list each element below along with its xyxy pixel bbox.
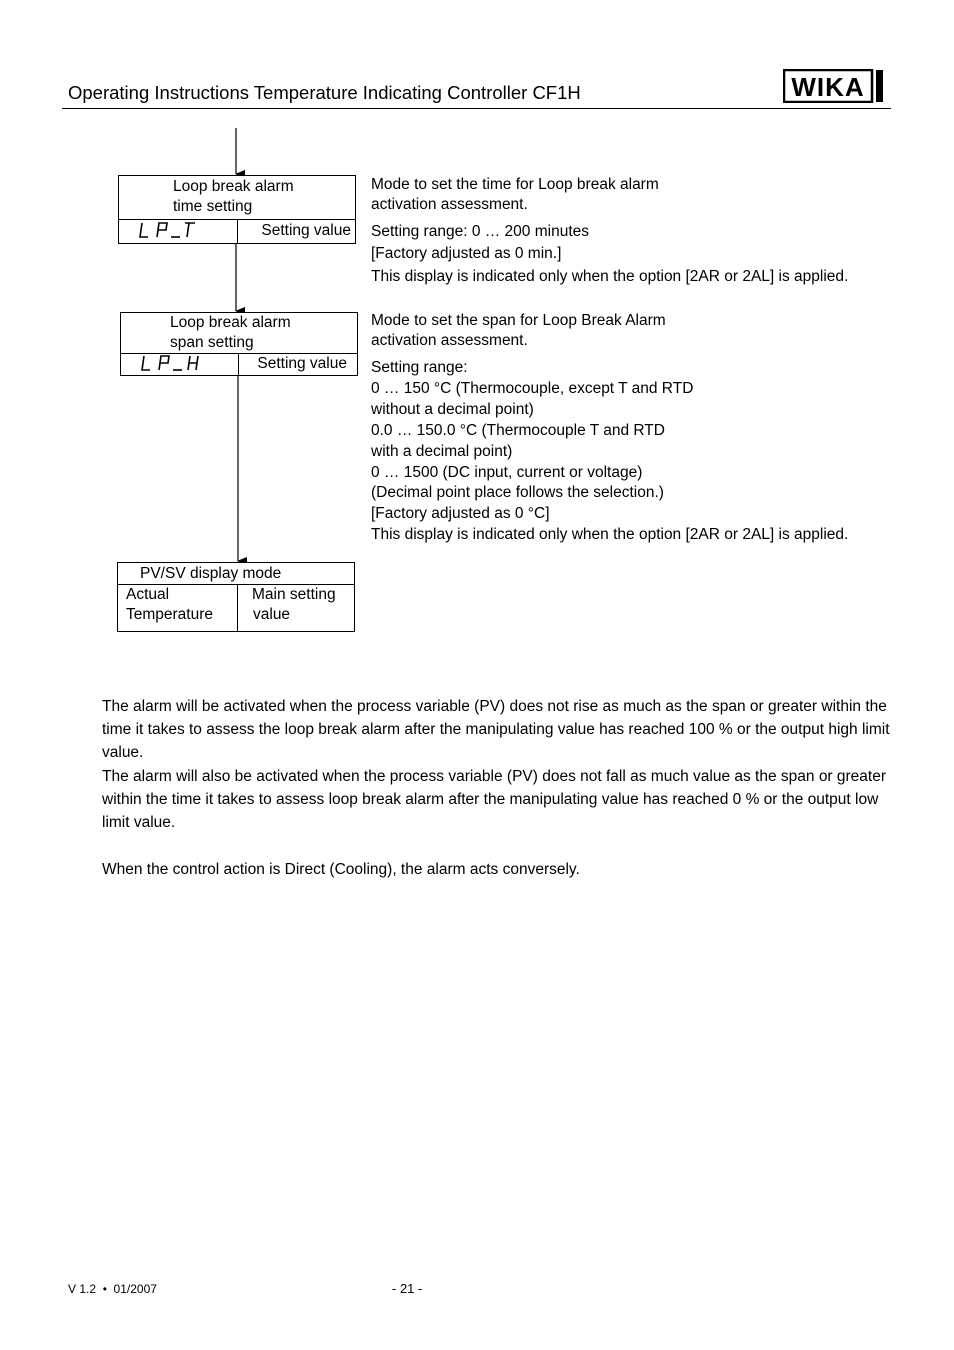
- paragraph-direct-cooling: When the control action is Direct (Cooling), the alarm acts conversely.: [102, 861, 580, 878]
- paragraph-alarm-rise: The alarm will be activated when the process variable (PV) does not rise as much as the span or greater within the time it takes to assess the loop break alarm after the manipulating value has reached 100 % or the output high limit value.: [102, 698, 890, 762]
- pvsv-actual-temperature: Actual Temperature: [118, 584, 238, 631]
- span-setting-description: Mode to set the span for Loop Break Alarm activation assessment. Setting range: 0 … 150 °C (Thermocouple, except T and RTD without a decimal point) 0.0 … 150.0 °C (Thermocouple T and RTD with a decimal point) 0 … 1500 (DC input, current or voltage) (Decimal point place follows the selection.) [Factory adjusted as 0 °C] This display is indicated only when the option [2AR or 2AL] is applied.: [371, 312, 849, 543]
- seven-seg-lp-t-icon: [137, 220, 217, 242]
- pvsv-main-setting-value: Main setting value: [252, 586, 336, 623]
- time-setting-display: [119, 219, 238, 243]
- time-setting-description: Mode to set the time for Loop break alarm activation assessment. Setting range: 0 … 200 minutes [Factory adjusted as 0 min.] This display is indicated only when the option [2AR or 2AL] is applied.: [371, 176, 849, 285]
- span-setting-display: [121, 353, 239, 375]
- footer-version: V 1.2 • 01/2007: [68, 1282, 157, 1296]
- pvsv-mode-title: PV/SV display mode: [118, 563, 354, 585]
- document-title: Operating Instructions Temperature Indicating Controller CF1H: [68, 82, 581, 103]
- time-setting-title: Loop break alarm time setting: [119, 176, 355, 220]
- pvsv-display-mode-box: [117, 562, 355, 632]
- span-setting-value-label: Setting value: [257, 355, 347, 372]
- page-number: - 21 -: [392, 1281, 423, 1296]
- svg-text:LP_H: LP_H: [139, 354, 142, 355]
- paragraph-alarm-fall: The alarm will also be activated when the process variable (PV) does not fall as much value as the span or greater within the time it takes to assess loop break alarm after the manipulating value has reached 0 % or the output low limit value.: [102, 768, 887, 832]
- span-setting-box: [120, 312, 358, 376]
- time-setting-value-label: Setting value: [261, 222, 351, 239]
- span-setting-title: Loop break alarm span setting: [121, 313, 357, 354]
- svg-text:LP_T: LP_T: [137, 220, 140, 221]
- seven-seg-lp-h-icon: [139, 354, 219, 374]
- logo-wordmark: WIKA: [791, 72, 865, 102]
- time-setting-box: [118, 175, 356, 244]
